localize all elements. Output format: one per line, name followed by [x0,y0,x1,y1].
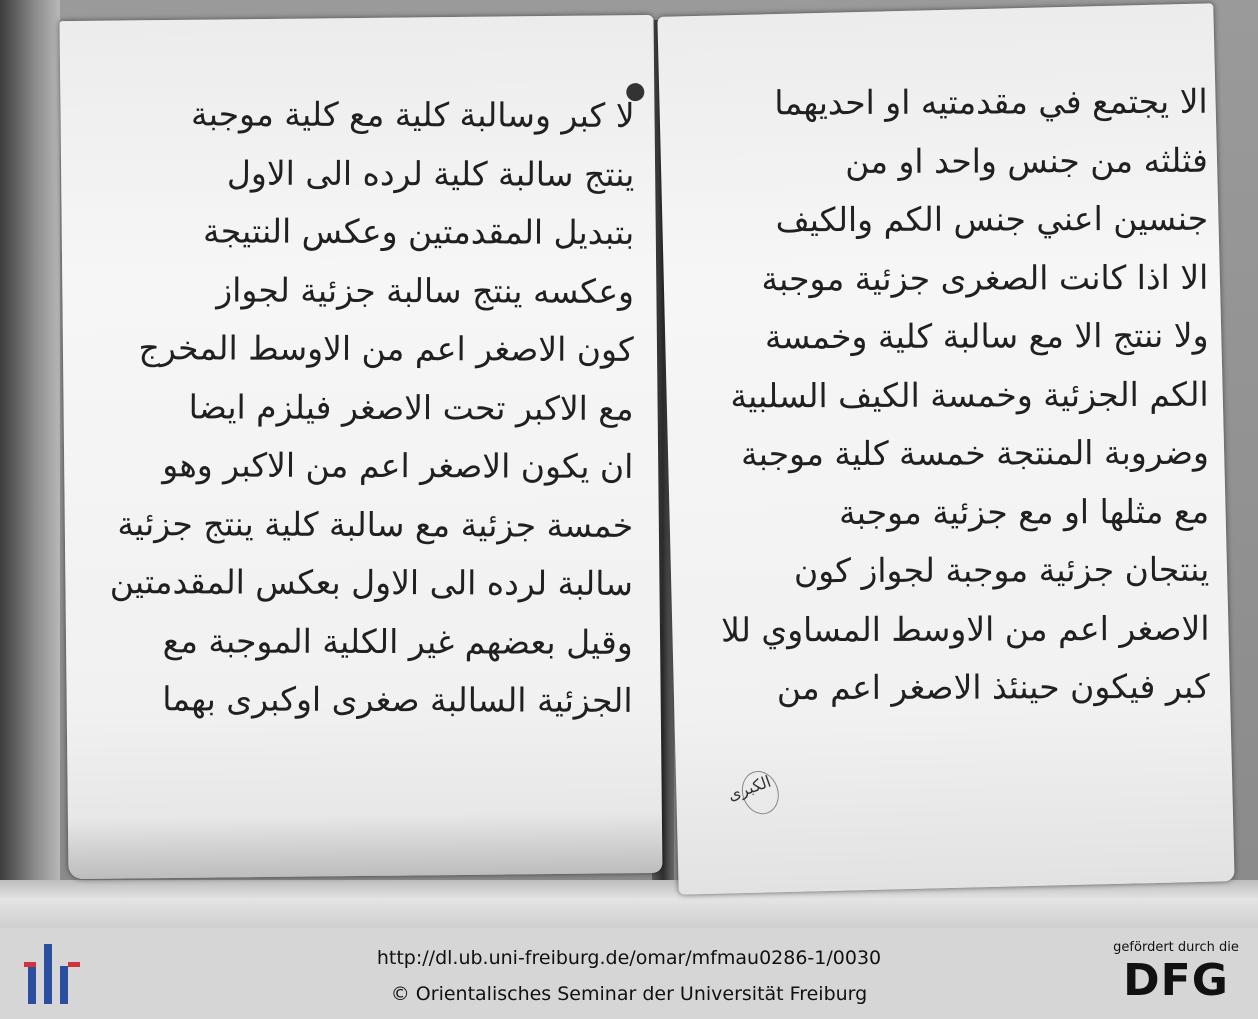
scan-background-table [0,880,1258,928]
left-page-text [92,85,634,730]
left-page-line: سالبة لرده الى الاول بعكس المقدمتين [109,562,634,603]
left-page-line: وعكسه ينتج سالبة جزئية لجواز [216,269,635,311]
left-page-line: ينتج سالبة كلية لرده الى الاول [226,152,635,194]
viewer-footer [0,928,1258,1019]
right-page-line: الكم الجزئية وخمسة الكيف السلبية [730,374,1209,415]
right-page-line: الا اذا كانت الصغرى جزئية موجبة [761,257,1209,298]
right-page-line: جنسين اعني جنس الكم والكيف [775,198,1209,240]
permalink-url[interactable]: http://dl.ub.uni-freiburg.de/omar/mfmau0286-1/0030 [376,947,882,969]
right-page-line: وضروبة المنتجة خمسة كلية موجبة [741,432,1209,474]
dfg-mark: DFG [1123,955,1229,1006]
right-page-line: ينتجان جزئية موجبة لجواز كون [793,549,1210,591]
manuscript-page-left [60,15,663,879]
right-page-line: الا يجتمع في مقدمتيه او احديهما [774,81,1208,123]
left-page-line: لا كبر وسالبة كلية مع كلية موجبة [190,94,635,135]
left-page-line: وقيل بعضهم غير الكلية الموجبة مع [162,620,633,662]
right-page-line: فثلثه من جنس واحد او من [845,140,1208,181]
scan-left-edge [0,0,60,928]
right-page-line: مع مثلها او مع جزئية موجبة [838,491,1210,532]
copyright-notice: © Orientalisches Seminar der Universität Freiburg [390,983,868,1005]
left-page-line: خمسة جزئية مع سالبة كلية ينتج جزئية [117,503,634,545]
catchword: الكبرى [725,771,774,805]
right-page-line: كبر فيكون حينئذ الاصغر اعم من [776,666,1210,708]
right-page-line: الاصغر اعم من الاوسط المساوي للا [721,608,1210,649]
left-page-line: بتبديل المقدمتين وعكس النتيجة [203,211,635,252]
dfg-logo[interactable] [1108,940,1244,1008]
manuscript-page-right [657,3,1234,894]
left-page-line: ان يكون الاصغر اعم من الاكبر وهو [162,445,634,486]
left-page-line: مع الاكبر تحت الاصغر فيلزم ايضا [188,386,634,428]
dfg-caption: gefördert durch die [1113,940,1239,955]
left-page-line: الجزئية السالبة صغرى اوكبرى بهما [162,679,633,720]
right-page-line: ولا ننتج الا مع سالبة كلية وخمسة [764,315,1209,357]
right-page-text [714,73,1210,718]
left-page-line: كون الاصغر اعم من الاوسط المخرج [138,328,634,369]
